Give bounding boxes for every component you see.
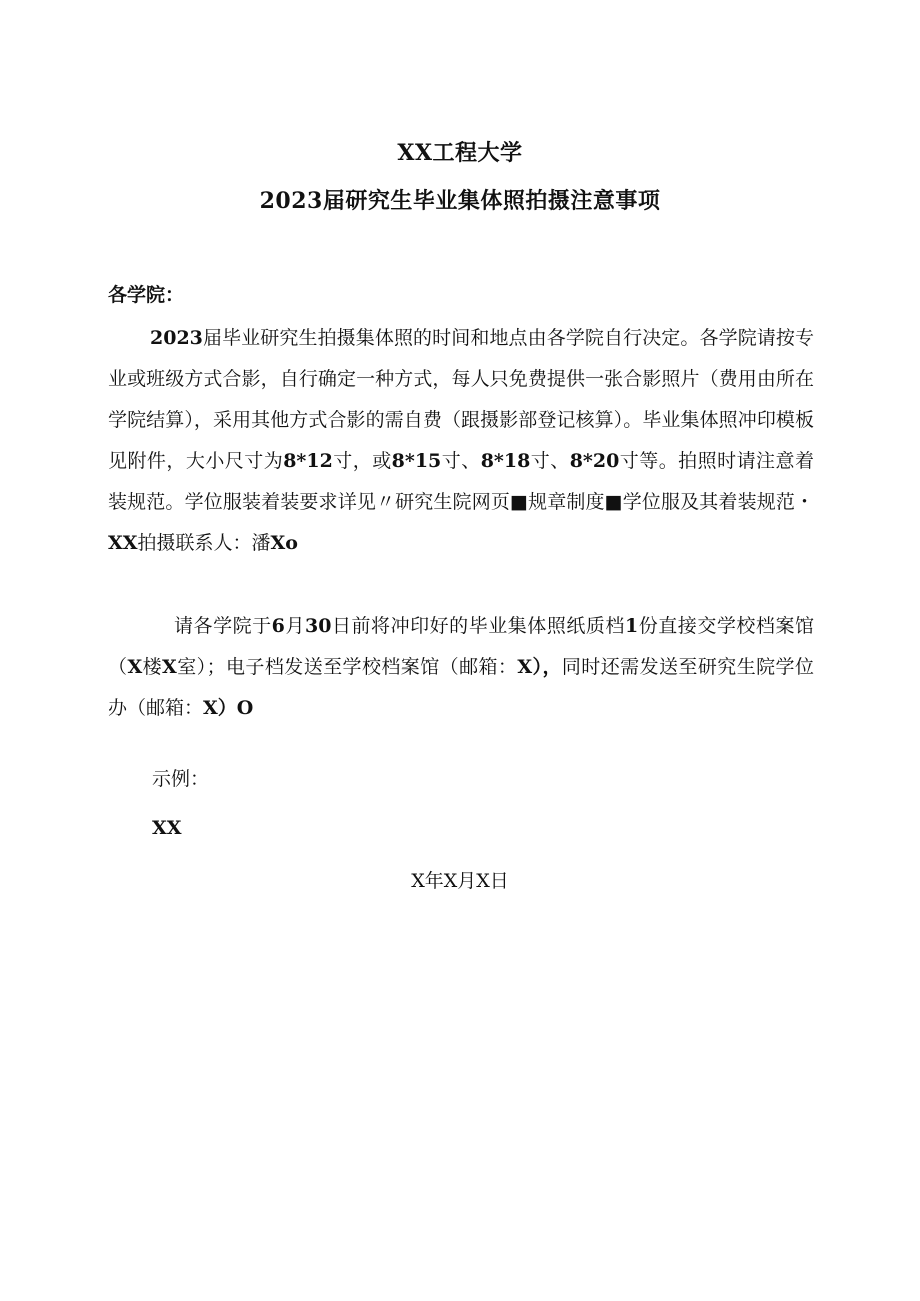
example-label: 示例： (152, 768, 210, 790)
paragraph-1-segment: 寸，或 (332, 450, 392, 472)
paragraph-1-segment: 届毕业研究生拍摄集体照的时间和地点由各学院自行决定。各学院请按专业或班级方式合影，自行确定一种方式，每人只免费提供一张合影照片（费用由所在学院结算），采用其他方式合影的需自费（跟摄影部登记核算）。毕业集体照冲印模板见附件，大小尺寸为 (108, 327, 814, 472)
paragraph-1 (108, 318, 814, 564)
paragraph-1-segment: 2023 (150, 327, 203, 349)
paragraph-2-segment: X）， (517, 656, 562, 678)
paragraph-1-segment: XX (108, 532, 138, 554)
paragraph-2-segment: 月 (284, 615, 305, 637)
paragraph-2-segment: 同时还需发送至研究生院学位办（邮箱： (108, 656, 814, 719)
paragraph-2-segment: 日前将冲印好的毕业集体照纸质档 (331, 615, 625, 637)
paragraph-1-segment: 8*15 (391, 450, 442, 472)
paragraph-1-segment: 寸、 (530, 450, 570, 472)
paragraph-2-segment: 份直接交学校档案馆（ (108, 615, 814, 678)
paragraph-1-segment: Xo (270, 532, 298, 554)
paragraph-2-segment: X）O (203, 697, 254, 719)
salutation: 各学院： (108, 284, 185, 306)
paragraph-2-segment: 1 (624, 615, 639, 637)
paragraph-2-segment: X (162, 656, 177, 678)
paragraph-2-segment: X (127, 656, 143, 678)
paragraph-1-segment: 寸等。拍照时请注意着装规范。学位服装着装要求详见〃研究生院网页■规章制度■学位服及其着装规范・ (108, 450, 814, 513)
paragraph-2-segment: 30 (304, 615, 332, 637)
paragraph-2-segment: 6 (271, 615, 285, 637)
paragraph-1-segment: 拍摄联系人：潘 (137, 532, 271, 554)
paragraph-2-segment: 室）；电子档发送至学校档案馆（邮箱： (176, 656, 518, 678)
date-line: X年X月X日 (411, 870, 509, 892)
paragraph-1-segment: 8*18 (480, 450, 531, 472)
university-title: XX工程大学 (397, 140, 523, 166)
signer: XX (152, 817, 182, 839)
paragraph-2-segment: 请各学院于 (174, 615, 272, 637)
paragraph-1-segment: 8*12 (283, 450, 333, 472)
paragraph-1-segment: 寸、 (441, 450, 481, 472)
paragraph-2 (108, 606, 814, 729)
paragraph-2-segment: 楼 (142, 656, 163, 678)
paragraph-1-segment: 8*20 (569, 450, 620, 472)
notice-title: 2023届研究生毕业集体照拍摄注意事项 (259, 188, 661, 214)
